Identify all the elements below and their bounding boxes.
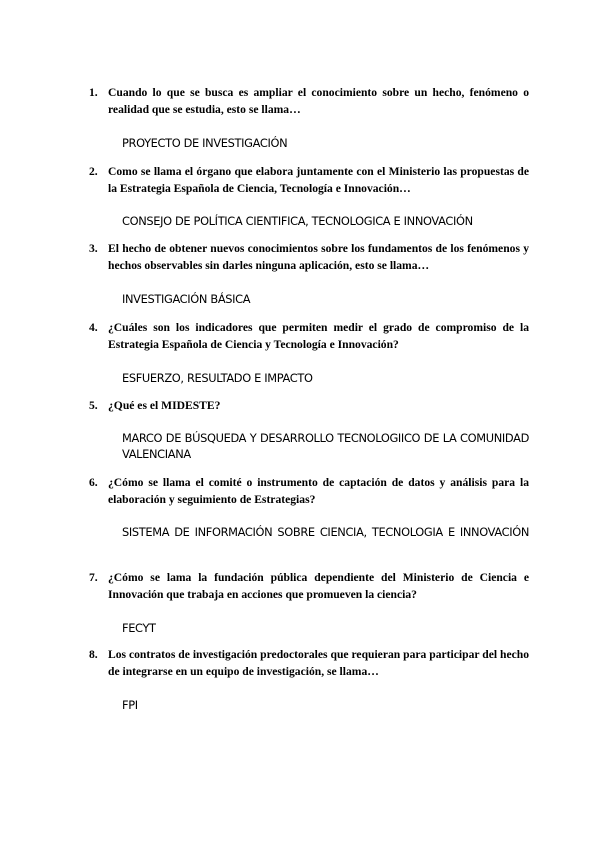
question-row [89, 84, 529, 118]
answer-text: ESFUERZO, RESULTADO E IMPACTO [122, 371, 313, 385]
question-block-1 [89, 84, 529, 151]
question-number: 8. [89, 648, 98, 661]
question-text: ¿Cuáles son los indicadores que permiten medir el grado de compromiso de la Estrategia Española de Ciencia y Tecnología e Innovación? [108, 321, 529, 351]
question-row [89, 240, 529, 274]
question-block-7 [89, 569, 529, 636]
question-row [89, 163, 529, 197]
question-block-2 [89, 163, 529, 229]
answer-text: CONSEJO DE POLÍTICA CIENTIFICA, TECNOLOGICA E INNOVACIÓN [122, 214, 473, 228]
question-number: 1. [89, 86, 98, 99]
answer-text: FPI [122, 698, 138, 712]
question-number: 6. [89, 476, 98, 489]
answer-text: SISTEMA DE INFORMACIÓN SOBRE CIENCIA, TECNOLOGIA E INNOVACIÓN [122, 525, 529, 539]
question-number: 2. [89, 165, 98, 178]
question-block-6 [89, 474, 529, 540]
question-row [89, 569, 529, 603]
question-text: ¿Cómo se lama la fundación pública dependiente del Ministerio de Ciencia e Innovación que trabaja en acciones que promueven la ciencia? [108, 571, 529, 601]
question-number: 4. [89, 321, 98, 334]
question-block-3 [89, 240, 529, 307]
question-number: 7. [89, 571, 98, 584]
question-number: 5. [89, 399, 98, 412]
question-row [89, 397, 529, 414]
question-text: Como se llama el órgano que elabora juntamente con el Ministerio las propuestas de la Estrategia Española de Ciencia, Tecnología e Innovación… [108, 165, 529, 195]
question-row [89, 646, 529, 680]
question-text: ¿Qué es el MIDESTE? [108, 399, 221, 412]
question-text: Cuando lo que se busca es ampliar el conocimiento sobre un hecho, fenómeno o realidad que se estudia, esto se llama… [108, 86, 529, 116]
question-text: ¿Cómo se llama el comité o instrumento de captación de datos y análisis para la elaboración y seguimiento de Estrategias? [108, 476, 529, 506]
question-row [89, 474, 529, 508]
answer-text: PROYECTO DE INVESTIGACIÓN [122, 136, 288, 150]
question-row [89, 319, 529, 353]
question-block-8 [89, 646, 529, 713]
question-block-4 [89, 319, 529, 386]
question-block-5 [89, 397, 529, 462]
question-text: Los contratos de investigación predoctorales que requieran para participar del hecho de integrarse en un equipo de investigación, se llama… [108, 648, 529, 678]
answer-text: INVESTIGACIÓN BÁSICA [122, 292, 251, 306]
question-text: El hecho de obtener nuevos conocimientos sobre los fundamentos de los fenómenos y hechos observables sin darles ninguna aplicación, esto se llama… [108, 242, 529, 272]
question-number: 3. [89, 242, 98, 255]
answer-text: MARCO DE BÚSQUEDA Y DESARROLLO TECNOLOGIICO DE LA COMUNIDAD VALENCIANA [122, 431, 529, 461]
answer-text: FECYT [122, 621, 156, 635]
